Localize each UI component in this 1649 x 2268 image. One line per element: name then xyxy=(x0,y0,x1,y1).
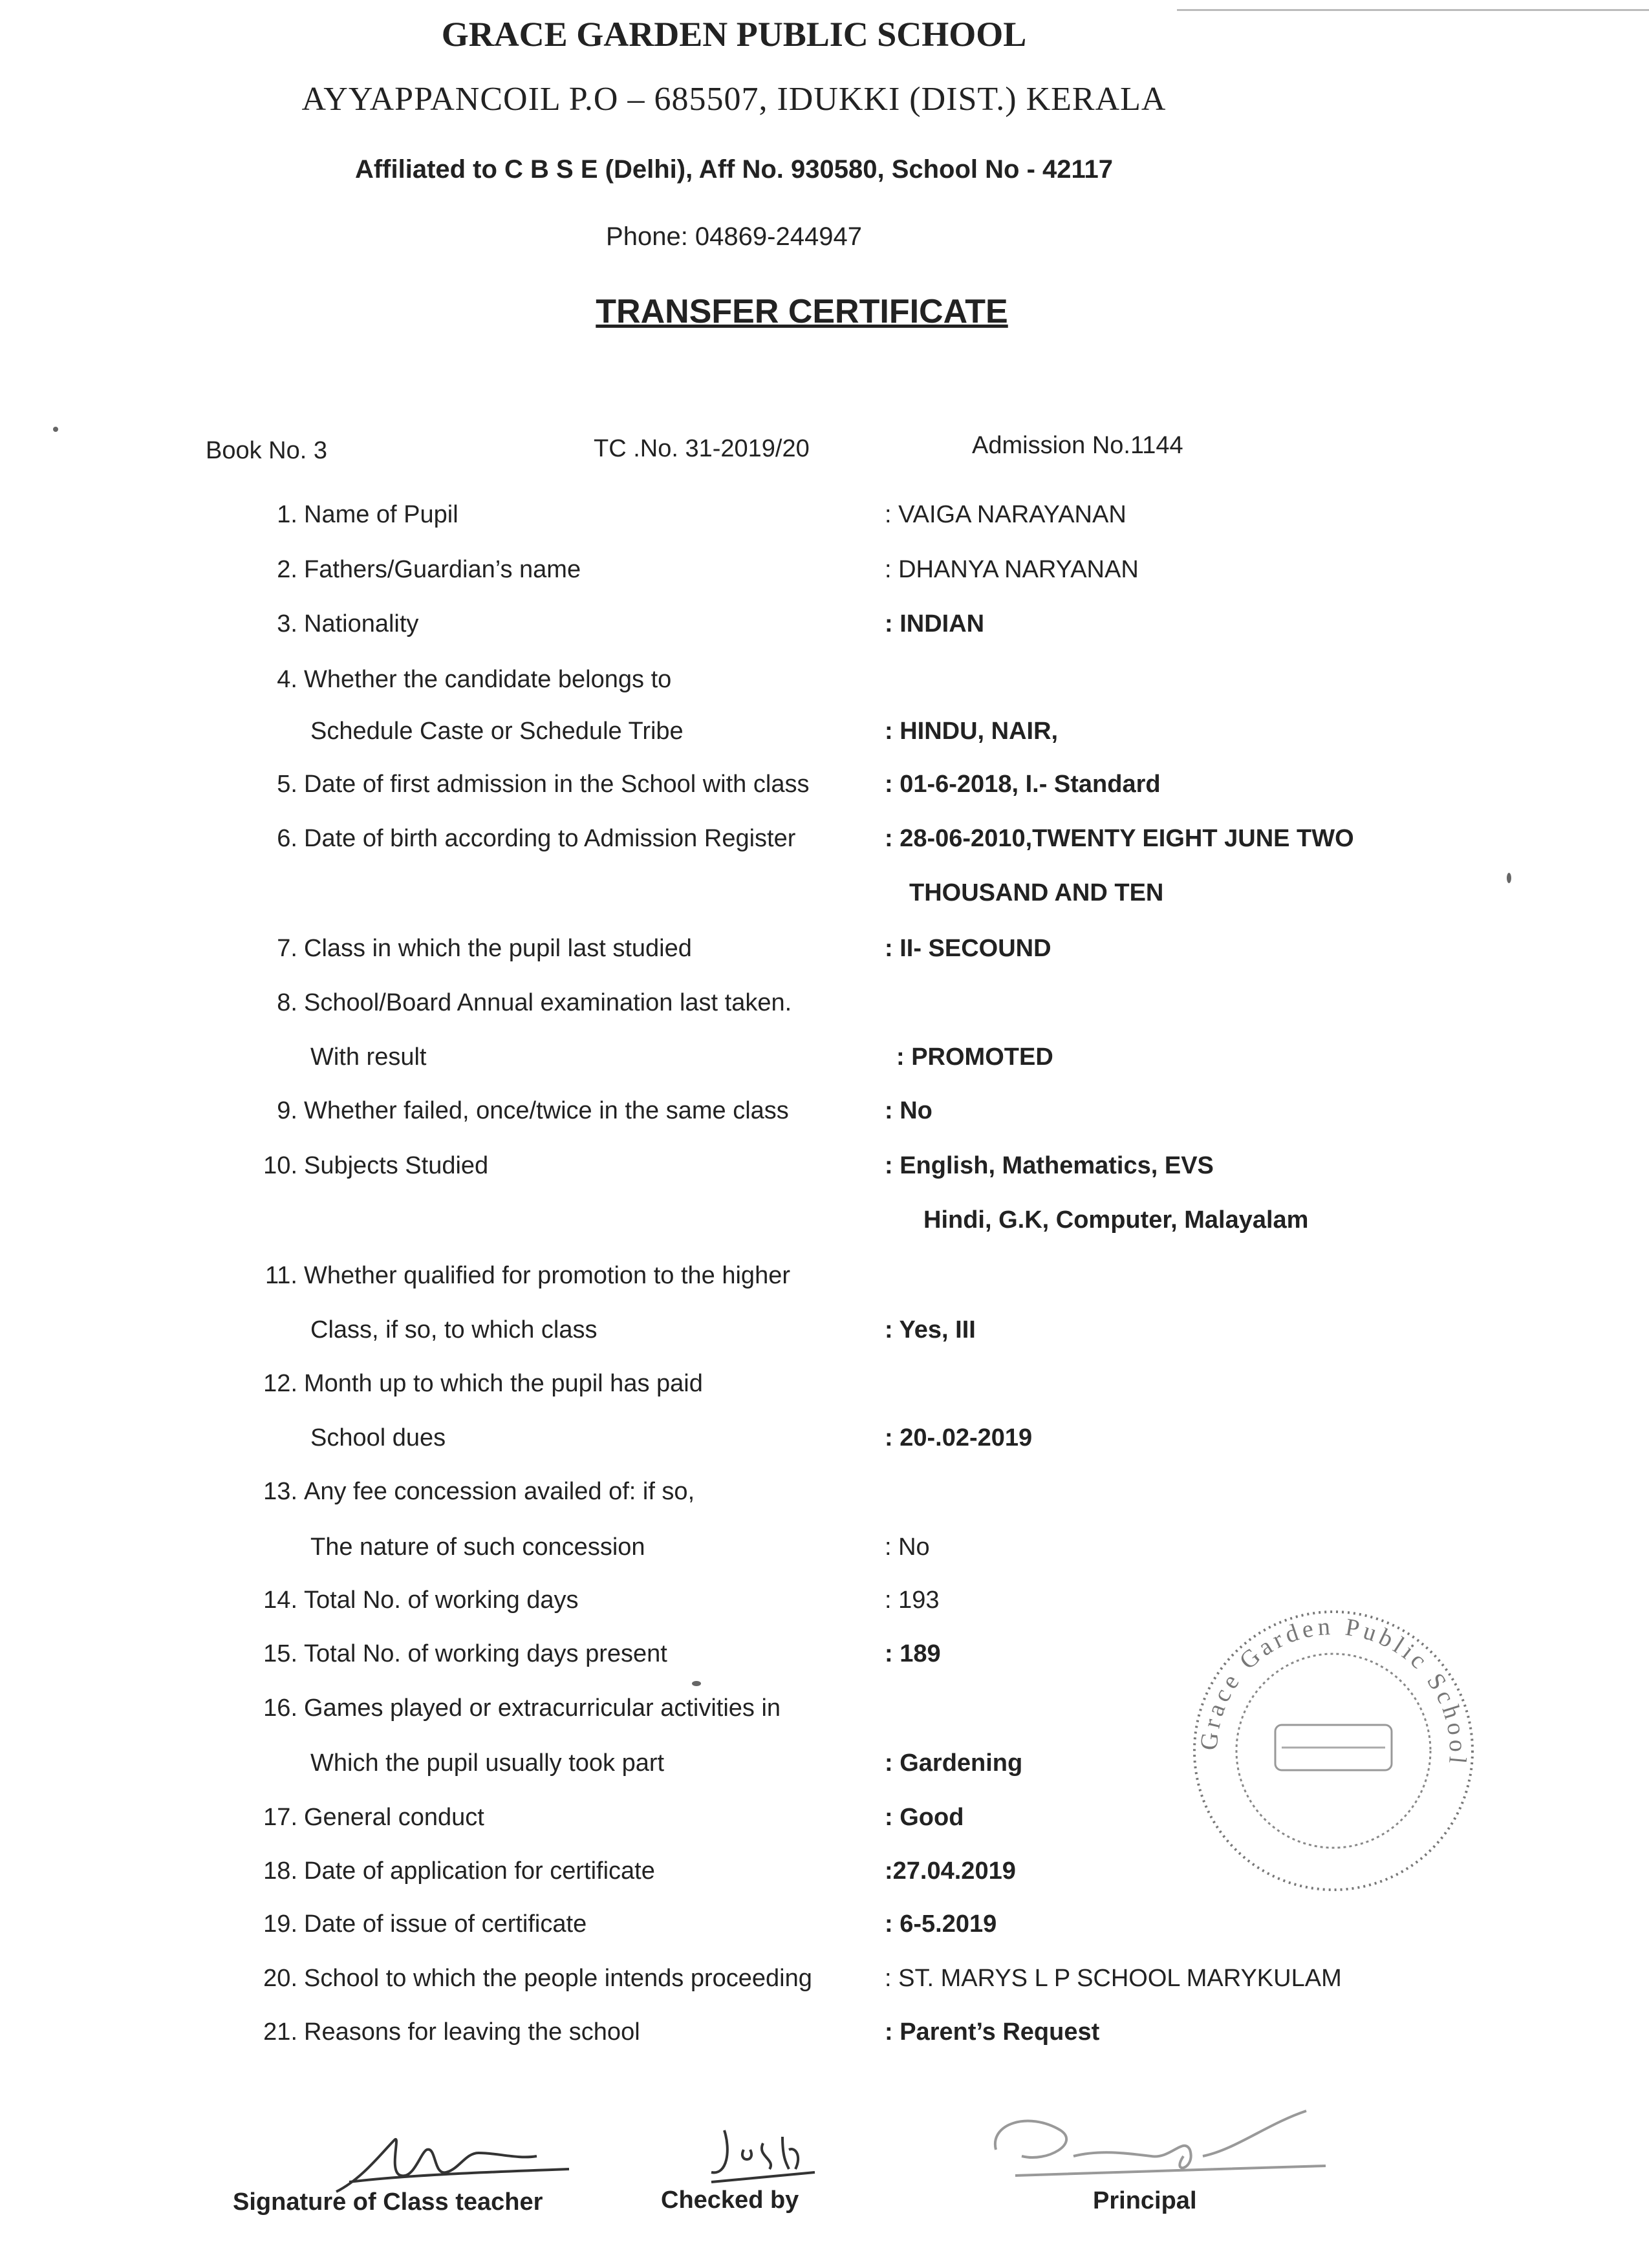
scan-speck xyxy=(692,1681,701,1686)
row-label: Nationality xyxy=(304,610,419,637)
row-number: 8. xyxy=(277,989,297,1016)
row-number: 11. xyxy=(264,1262,297,1289)
row-value: : No xyxy=(885,1534,930,1561)
row-label: School to which the people intends proceeding xyxy=(304,1965,812,1992)
row-value: : No xyxy=(885,1097,932,1124)
row-label: Date of issue of certificate xyxy=(304,1910,587,1938)
row-value: : Gardening xyxy=(885,1749,1023,1777)
row-number: 10. xyxy=(263,1152,297,1179)
row-number: 1. xyxy=(277,501,297,528)
row-value: THOUSAND AND TEN xyxy=(909,879,1164,906)
certificate-row xyxy=(0,1370,1649,1409)
row-number: 6. xyxy=(277,825,297,852)
row-label: Whether failed, once/twice in the same class xyxy=(304,1097,789,1124)
row-label: Games played or extracurricular activities in xyxy=(304,1695,781,1722)
scan-speck xyxy=(53,427,58,432)
row-number: 15. xyxy=(263,1640,297,1667)
checked-by-label: Checked by xyxy=(661,2187,799,2214)
row-value: : VAIGA NARAYANAN xyxy=(885,501,1126,528)
row-value: : ST. MARYS L P SCHOOL MARYKULAM xyxy=(885,1965,1342,1992)
row-label: General conduct xyxy=(304,1804,484,1831)
school-address: AYYAPPANCOIL P.O – 685507, IDUKKI (DIST.) KERALA xyxy=(301,81,1167,118)
row-label: Class in which the pupil last studied xyxy=(304,935,692,962)
row-value: : 193 xyxy=(885,1587,940,1614)
certificate-row xyxy=(0,556,1649,595)
row-number: 2. xyxy=(277,556,297,583)
row-label: The nature of such concession xyxy=(310,1534,645,1561)
row-label: Name of Pupil xyxy=(304,501,458,528)
certificate-row xyxy=(0,1097,1649,1136)
row-label: Reasons for leaving the school xyxy=(304,2018,640,2046)
row-value: : INDIAN xyxy=(885,610,985,637)
certificate-row xyxy=(0,935,1649,974)
tc-number: TC .No. 31-2019/20 xyxy=(594,435,810,462)
checked-by-signature xyxy=(698,2111,828,2188)
certificate-row xyxy=(0,1316,1649,1355)
row-number: 18. xyxy=(263,1857,297,1885)
row-number: 4. xyxy=(277,666,297,693)
certificate-row xyxy=(0,718,1649,756)
row-value: Hindi, G.K, Computer, Malayalam xyxy=(923,1206,1309,1234)
row-value: : 6-5.2019 xyxy=(885,1910,997,1938)
row-value: : HINDU, NAIR, xyxy=(885,718,1059,745)
row-value: : 20-.02-2019 xyxy=(885,1424,1033,1451)
row-value: : 189 xyxy=(885,1640,941,1667)
row-number: 5. xyxy=(277,771,297,798)
row-label: Which the pupil usually took part xyxy=(310,1749,665,1777)
row-value: : 01-6-2018, I.- Standard xyxy=(885,771,1161,798)
row-number: 3. xyxy=(277,610,297,637)
row-number: 14. xyxy=(263,1587,297,1614)
school-seal xyxy=(1185,1602,1482,1899)
certificate-row xyxy=(0,1206,1649,1245)
seal-text: Grace Garden Public School xyxy=(1195,1612,1472,1769)
row-value: : Yes, III xyxy=(885,1316,976,1343)
row-number: 17. xyxy=(263,1804,297,1831)
row-label: Whether qualified for promotion to the higher xyxy=(304,1262,790,1289)
certificate-row xyxy=(0,1262,1649,1301)
certificate-row xyxy=(0,1910,1649,1949)
book-number: Book No. 3 xyxy=(206,437,327,464)
row-value: :27.04.2019 xyxy=(885,1857,1016,1885)
certificate-row xyxy=(0,501,1649,540)
certificate-row xyxy=(0,2018,1649,2057)
row-value: : II- SECOUND xyxy=(885,935,1051,962)
certificate-row xyxy=(0,1534,1649,1572)
row-label: School/Board Annual examination last taken. xyxy=(304,989,792,1016)
class-teacher-signature-label: Signature of Class teacher xyxy=(233,2188,543,2216)
certificate-row xyxy=(0,1478,1649,1517)
admission-number: Admission No.1144 xyxy=(972,432,1183,459)
row-value: : Parent’s Request xyxy=(885,2018,1100,2046)
principal-label: Principal xyxy=(1093,2187,1197,2214)
row-number: 20. xyxy=(263,1965,297,1992)
row-number: 13. xyxy=(263,1478,297,1505)
row-label: Date of first admission in the School with class xyxy=(304,771,810,798)
row-label: Fathers/Guardian’s name xyxy=(304,556,581,583)
row-label: Subjects Studied xyxy=(304,1152,489,1179)
row-label: Whether the candidate belongs to xyxy=(304,666,672,693)
row-label: With result xyxy=(310,1043,427,1071)
row-label: Month up to which the pupil has paid xyxy=(304,1370,703,1397)
school-phone: Phone: 04869-244947 xyxy=(606,222,862,251)
row-number: 9. xyxy=(277,1097,297,1124)
document-title: TRANSFER CERTIFICATE xyxy=(596,293,1008,330)
row-value: : Good xyxy=(885,1804,964,1831)
row-label: Total No. of working days present xyxy=(304,1640,667,1667)
certificate-row xyxy=(0,1152,1649,1191)
row-value: : English, Mathematics, EVS xyxy=(885,1152,1214,1179)
row-label: Total No. of working days xyxy=(304,1587,579,1614)
principal-signature xyxy=(976,2098,1339,2195)
certificate-row xyxy=(0,771,1649,809)
row-number: 7. xyxy=(277,935,297,962)
certificate-row xyxy=(0,879,1649,918)
row-label: Any fee concession availed of: if so, xyxy=(304,1478,695,1505)
certificate-row xyxy=(0,1965,1649,2004)
row-number: 16. xyxy=(263,1695,297,1722)
school-name: GRACE GARDEN PUBLIC SCHOOL xyxy=(441,15,1027,54)
certificate-row xyxy=(0,1424,1649,1463)
certificate-row xyxy=(0,610,1649,649)
row-number: 19. xyxy=(263,1910,297,1938)
row-label: Date of birth according to Admission Register xyxy=(304,825,796,852)
row-value: : DHANYA NARYANAN xyxy=(885,556,1139,583)
certificate-row xyxy=(0,825,1649,864)
row-label: School dues xyxy=(310,1424,446,1451)
certificate-row xyxy=(0,666,1649,705)
row-number: 21. xyxy=(263,2018,297,2046)
certificate-row xyxy=(0,1043,1649,1082)
school-affiliation: Affiliated to C B S E (Delhi), Aff No. 930580, School No - 42117 xyxy=(354,155,1114,184)
scan-edge-line xyxy=(1177,9,1649,11)
row-value: : PROMOTED xyxy=(896,1043,1053,1071)
row-number: 12. xyxy=(263,1370,297,1397)
row-label: Class, if so, to which class xyxy=(310,1316,598,1343)
row-label: Date of application for certificate xyxy=(304,1857,655,1885)
row-label: Schedule Caste or Schedule Tribe xyxy=(310,718,684,745)
certificate-row xyxy=(0,989,1649,1028)
row-value: : 28-06-2010,TWENTY EIGHT JUNE TWO xyxy=(885,825,1354,852)
